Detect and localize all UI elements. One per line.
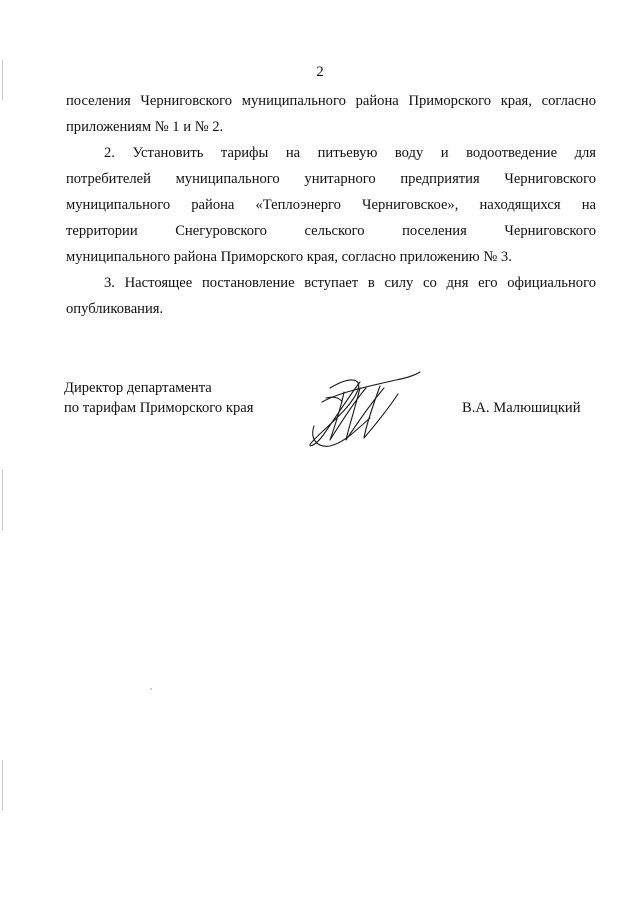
text-line: территории Снегуровского сельского поселения Черниговского <box>66 223 596 239</box>
scan-edge-mark <box>2 760 3 810</box>
paragraph-2 <box>66 140 596 270</box>
signatory-title-line: по тарифам Приморского края <box>64 400 254 416</box>
text-line: 3. Настоящее постановление вступает в силу со дня его официального <box>104 275 596 291</box>
text-line: приложениям № 1 и № 2. <box>66 119 224 135</box>
scan-edge-mark <box>2 470 3 530</box>
page-number: 2 <box>316 64 324 80</box>
signatory-name: В.А. Малюшицкий <box>462 400 581 416</box>
scan-speck <box>150 688 152 690</box>
signatory-title <box>64 378 253 418</box>
signatory-title-line: Директор департамента <box>64 380 212 396</box>
document-body <box>66 88 596 322</box>
text-line: потребителей муниципального унитарного предприятия Черниговского <box>66 171 596 187</box>
text-line: опубликования. <box>66 301 164 317</box>
text-line: муниципального района Приморского края, согласно приложению № 3. <box>66 249 512 265</box>
text-line: 2. Установить тарифы на питьевую воду и водоотведение для <box>104 145 596 161</box>
text-line: муниципального района «Теплоэнерго Черниговское», находящихся на <box>66 197 596 213</box>
text-line: поселения Черниговского муниципального района Приморского края, согласно <box>66 93 596 109</box>
paragraph-1 <box>66 88 596 140</box>
handwritten-signature <box>300 368 424 450</box>
paragraph-3 <box>66 270 596 322</box>
